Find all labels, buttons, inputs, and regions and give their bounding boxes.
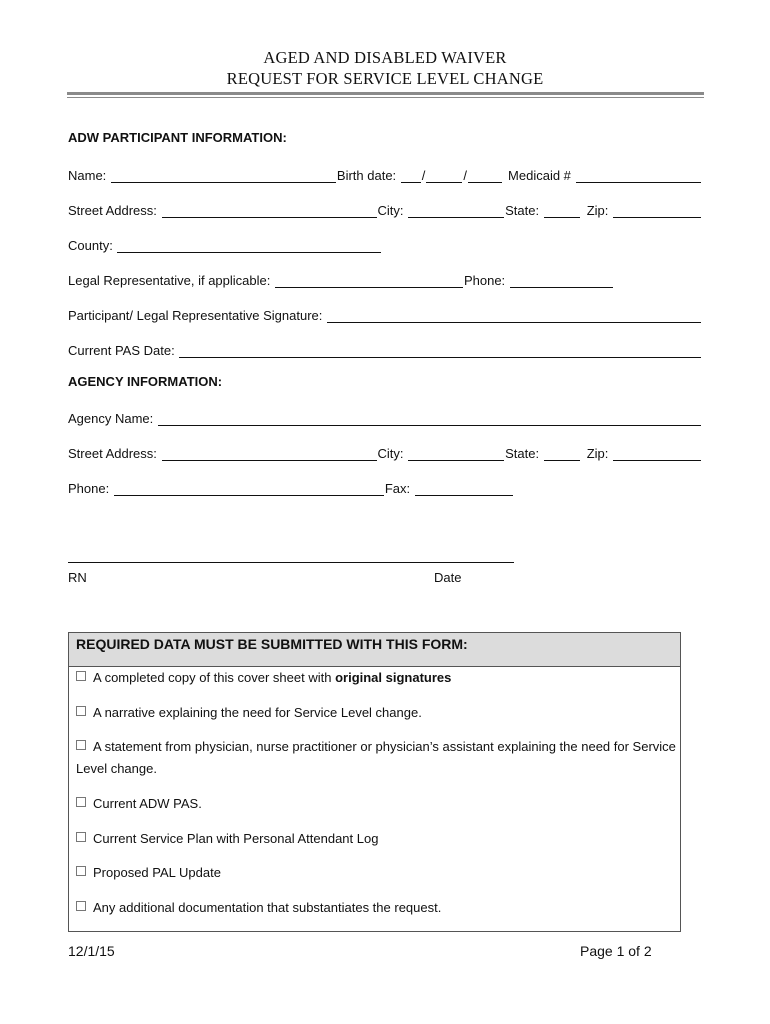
required-item-service-plan [76,828,676,850]
birth-slash-2: / [463,168,468,183]
agency-zip-field[interactable] [613,447,701,461]
agency-name-field[interactable] [158,412,701,426]
item-text: A narrative explaining the need for Service Level change. [93,705,422,720]
agency-row-address [68,443,702,461]
street-address-field[interactable] [162,204,377,218]
agency-row-phone [68,478,702,496]
county-label: County: [68,238,117,253]
city-field[interactable] [408,204,504,218]
footer-date: 12/1/15 [68,943,115,959]
agency-state-label: State: [505,446,543,461]
agency-zip-label: Zip: [586,446,612,461]
agency-name-label: Agency Name: [68,411,157,426]
checkbox-icon[interactable] [76,671,86,681]
item-bold-text: original signatures [335,670,452,685]
checkbox-icon[interactable] [76,740,86,750]
zip-field[interactable] [613,204,701,218]
rn-date-label: Date [434,570,462,585]
street-address-label: Street Address: [68,203,161,218]
required-item-cover-sheet [76,667,676,689]
agency-street-field[interactable] [162,447,377,461]
required-data-heading: REQUIRED DATA MUST BE SUBMITTED WITH THIS FORM: [69,633,680,667]
participant-row-legal-rep [68,270,702,288]
required-item-additional-docs [76,897,676,919]
participant-row-county [68,235,702,253]
title-rule-thin [67,97,704,98]
agency-phone-field[interactable] [114,482,384,496]
legal-rep-phone-field[interactable] [510,274,613,288]
agency-fax-label: Fax: [384,481,414,496]
item-text: Current ADW PAS. [93,796,202,811]
participant-row-address [68,200,702,218]
medicaid-label: Medicaid # [508,168,575,183]
legal-rep-field[interactable] [275,274,463,288]
checkbox-icon[interactable] [76,706,86,716]
agency-city-field[interactable] [408,447,504,461]
signature-label: Participant/ Legal Representative Signature: [68,308,326,323]
item-text: A statement from physician, nurse practitioner or physician’s assistant explaining the need for Service Level change. [76,739,676,776]
name-label: Name: [68,168,110,183]
birth-slash-1: / [421,168,426,183]
pas-date-field[interactable] [179,344,701,358]
item-text: Any additional documentation that substantiates the request. [93,900,442,915]
participant-row-pas-date [68,340,702,358]
required-item-current-pas [76,793,676,815]
required-item-pal-update [76,862,676,884]
pas-date-label: Current PAS Date: [68,343,179,358]
agency-row-name [68,408,702,426]
agency-street-label: Street Address: [68,446,161,461]
county-field[interactable] [117,239,381,253]
birth-year-field[interactable] [468,169,502,183]
required-item-physician-statement [76,736,676,780]
agency-city-label: City: [377,446,408,461]
medicaid-field[interactable] [576,169,701,183]
checkbox-icon[interactable] [76,901,86,911]
title-line-1: AGED AND DISABLED WAIVER [263,48,507,67]
state-label: State: [505,203,543,218]
legal-rep-label: Legal Representative, if applicable: [68,273,274,288]
item-text: A completed copy of this cover sheet with [93,670,336,685]
agency-phone-label: Phone: [68,481,113,496]
title-rule-thick [67,92,704,95]
checkbox-icon[interactable] [76,832,86,842]
participant-row-name [68,165,702,183]
legal-rep-phone-label: Phone: [463,273,509,288]
signature-field[interactable] [327,309,701,323]
agency-heading: AGENCY INFORMATION: [68,374,223,389]
checkbox-icon[interactable] [76,866,86,876]
required-item-narrative [76,702,676,724]
state-field[interactable] [544,204,580,218]
item-text: Proposed PAL Update [93,865,221,880]
footer-page-number: Page 1 of 2 [580,943,652,959]
required-data-box [68,632,681,932]
city-label: City: [377,203,408,218]
zip-label: Zip: [586,203,612,218]
participant-row-signature [68,305,702,323]
item-text: Current Service Plan with Personal Attendant Log [93,831,379,846]
rn-label: RN [68,570,87,585]
agency-state-field[interactable] [544,447,580,461]
title-line-2: REQUEST FOR SERVICE LEVEL CHANGE [226,69,544,88]
rn-signature-line[interactable] [68,562,514,563]
agency-fax-field[interactable] [415,482,513,496]
checkbox-icon[interactable] [76,797,86,807]
birth-day-field[interactable] [426,169,462,183]
participant-heading: ADW PARTICIPANT INFORMATION: [68,130,287,145]
birth-month-field[interactable] [401,169,421,183]
birth-date-label: Birth date: [336,168,400,183]
name-field[interactable] [111,169,336,183]
